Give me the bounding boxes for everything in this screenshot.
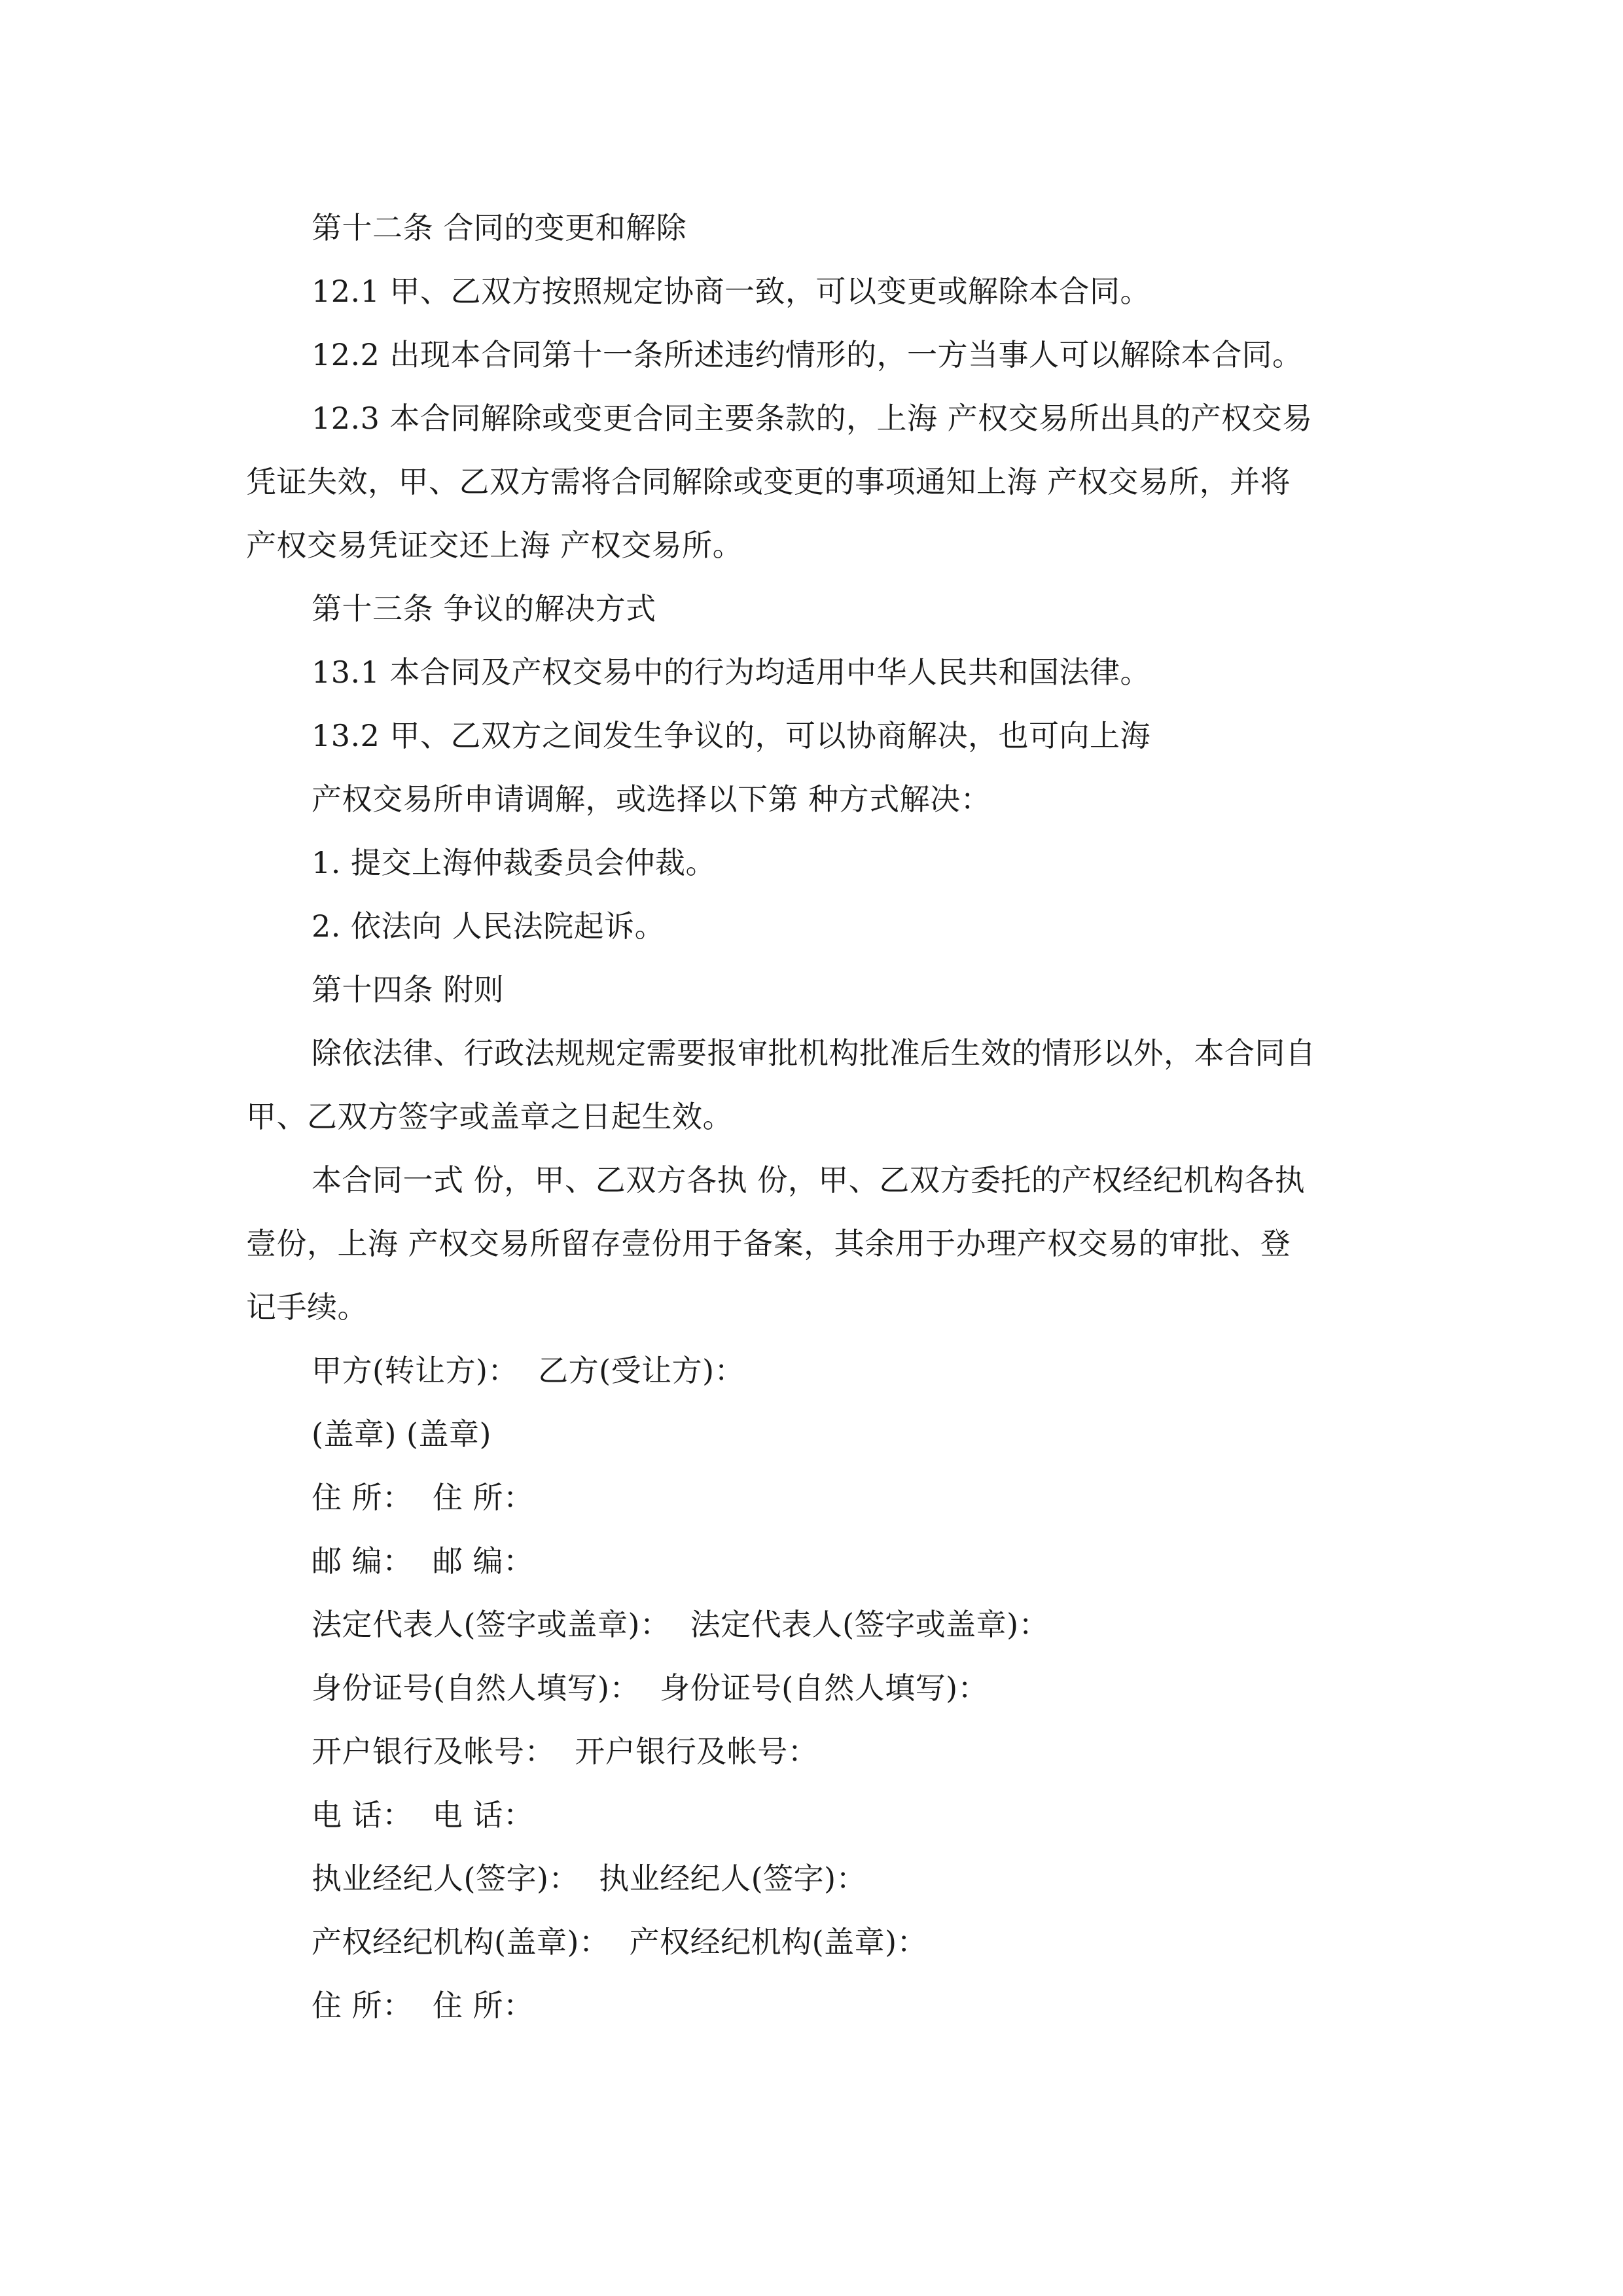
article-14-p2-line-1: 本合同一式 份，甲、乙双方各执 份，甲、乙双方委托的产权经纪机构各执 <box>312 1162 1306 1198</box>
signature-postcode: 邮 编： 邮 编： <box>312 1543 534 1579</box>
dispute-option-2: 2. 依法向 人民法院起诉。 <box>312 908 666 944</box>
article-13-heading: 第十三条 争议的解决方式 <box>312 591 656 626</box>
signature-block <box>246 1339 1378 2037</box>
clause-12-1: 12.1 甲、乙双方按照规定协商一致，可以变更或解除本合同。 <box>312 274 1151 309</box>
article-14-heading: 第十四条 附则 <box>312 972 505 1007</box>
clause-13-2-cont: 产权交易所申请调解，或选择以下第 种方式解决： <box>312 781 991 817</box>
article-14-p1-line-2: 甲、乙双方签字或盖章之日起生效。 <box>246 1099 733 1134</box>
signature-broker: 执业经纪人(签字)： 执业经纪人(签字)： <box>312 1861 867 1896</box>
signature-phone: 电 话： 电 话： <box>312 1797 534 1833</box>
dispute-option-1: 1. 提交上海仲裁委员会仲裁。 <box>312 845 717 880</box>
clause-12-3 <box>246 387 1378 577</box>
signature-address: 住 所： 住 所： <box>312 1480 534 1515</box>
article-14-p1-line-1: 除依法律、行政法规规定需要报审批机构批准后生效的情形以外，本合同自 <box>312 1035 1316 1071</box>
signature-seal: (盖章) (盖章) <box>312 1416 491 1452</box>
article-14-p2-line-3: 记手续。 <box>246 1289 368 1325</box>
clause-13-1: 13.1 本合同及产权交易中的行为均适用中华人民共和国法律。 <box>312 655 1151 690</box>
signature-legal-rep: 法定代表人(签字或盖章)： 法定代表人(签字或盖章)： <box>312 1607 1050 1642</box>
clause-12-3-line-3: 产权交易凭证交还上海 产权交易所。 <box>246 528 743 563</box>
signature-bank: 开户银行及帐号： 开户银行及帐号： <box>312 1734 819 1769</box>
article-14-p2-line-2: 壹份，上海 产权交易所留存壹份用于备案，其余用于办理产权交易的审批、登 <box>246 1226 1291 1261</box>
signature-agency: 产权经纪机构(盖章)： 产权经纪机构(盖章)： <box>312 1924 928 1960</box>
signature-parties: 甲方(转让方)： 乙方(受让方)： <box>312 1353 745 1388</box>
clause-12-2: 12.2 出现本合同第十一条所述违约情形的，一方当事人可以解除本合同。 <box>312 337 1303 372</box>
article-14-paragraph-2 <box>246 1149 1378 1339</box>
clause-13-2: 13.2 甲、乙双方之间发生争议的，可以协商解决，也可向上海 <box>312 718 1151 753</box>
signature-address-2: 住 所： 住 所： <box>312 1988 534 2023</box>
clause-12-3-line-2: 凭证失效，甲、乙双方需将合同解除或变更的事项通知上海 产权交易所，并将 <box>246 464 1291 499</box>
article-12-heading: 第十二条 合同的变更和解除 <box>312 210 687 245</box>
signature-id-number: 身份证号(自然人填写)： 身份证号(自然人填写)： <box>312 1670 989 1706</box>
article-14-paragraph-1 <box>246 1022 1378 1149</box>
clause-12-3-line-1: 12.3 本合同解除或变更合同主要条款的，上海 产权交易所出具的产权交易 <box>312 401 1313 436</box>
document-body <box>246 196 1378 2037</box>
